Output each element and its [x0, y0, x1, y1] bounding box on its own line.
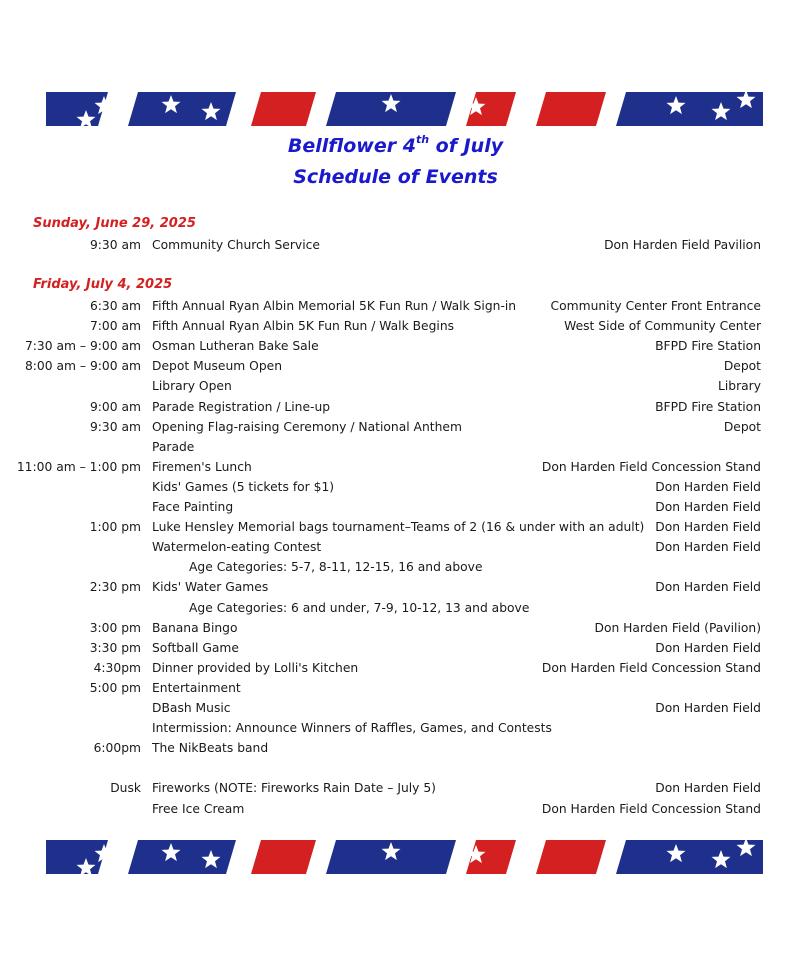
schedule-row: [0, 658, 791, 678]
schedule-row: [0, 778, 791, 798]
event-time: 5:00 pm: [89, 680, 141, 695]
event-time: 9:30 am: [89, 419, 141, 434]
event-name: Kids' Games (5 tickets for $1): [152, 479, 335, 494]
event-time: 3:00 pm: [89, 620, 141, 635]
schedule-row: [0, 638, 791, 658]
event-time: 4:30pm: [93, 660, 141, 675]
event-name: Fifth Annual Ryan Albin 5K Fun Run / Walk Begins: [152, 319, 455, 334]
event-name: Firemen's Lunch: [152, 459, 252, 474]
event-location: Don Harden Field: [655, 640, 761, 655]
event-name: Banana Bingo: [152, 620, 238, 635]
event-name: Intermission: Announce Winners of Raffles, Games, and Contests: [152, 721, 552, 736]
schedule-row: [0, 799, 791, 819]
event-time: 6:00pm: [93, 741, 141, 756]
age-categories: Age Categories: 6 and under, 7-9, 10-12, 13 and above: [189, 600, 530, 615]
event-location: Don Harden Field Concession Stand: [541, 660, 761, 675]
schedule-row: [0, 235, 791, 255]
flag-banner-bottom: [46, 840, 763, 874]
event-time: 6:30 am: [89, 299, 141, 313]
event-location: BFPD Fire Station: [655, 339, 761, 354]
schedule-row: [0, 537, 791, 557]
event-time: 7:30 am – 9:00 am: [24, 339, 141, 354]
event-name: DBash Music: [152, 701, 231, 715]
event-time: 7:00 am: [89, 319, 141, 334]
event-name: Parade: [152, 439, 195, 454]
title-superscript: th: [415, 133, 430, 146]
event-location: Don Harden Field: [655, 580, 761, 595]
event-name: The NikBeats band: [152, 741, 269, 756]
event-time: 1:00 pm: [89, 520, 141, 535]
event-location: Depot: [723, 419, 761, 434]
event-time: 9:00 am: [89, 399, 141, 414]
page-subtitle: Schedule of Events: [293, 166, 498, 188]
event-name: Fireworks (NOTE: Fireworks Rain Date – July 5): [152, 781, 436, 796]
age-categories: Age Categories: 5-7, 8-11, 12-15, 16 and above: [189, 560, 483, 575]
event-time: 8:00 am – 9:00 am: [24, 359, 141, 374]
schedule-row: [0, 598, 791, 618]
page-title: [0, 133, 791, 157]
event-time: 9:30 am: [89, 238, 141, 252]
day-heading: Sunday, June 29, 2025: [33, 216, 196, 231]
schedule-row: [0, 477, 791, 497]
schedule-row: [0, 417, 791, 437]
event-location: Don Harden Field (Pavilion): [594, 620, 761, 635]
schedule-row: [0, 397, 791, 417]
title-text-end: of July: [429, 135, 504, 157]
event-location: Don Harden Field: [655, 479, 761, 494]
event-time: 3:30 pm: [89, 640, 141, 655]
schedule-row: [0, 336, 791, 356]
schedule-row: [0, 457, 791, 477]
schedule-row: [0, 738, 791, 758]
schedule-row: [0, 718, 791, 738]
event-location: Don Harden Field: [655, 781, 761, 796]
event-name: Community Church Service: [152, 238, 320, 252]
event-location: Don Harden Field Pavilion: [604, 238, 761, 252]
schedule-row: [0, 517, 791, 537]
event-time: 2:30 pm: [89, 580, 141, 595]
event-name: Entertainment: [152, 680, 241, 695]
schedule-row: [0, 356, 791, 376]
event-name: Kids' Water Games: [152, 580, 269, 595]
event-location: Library: [718, 379, 761, 394]
schedule-row: [0, 376, 791, 396]
schedule-row: [0, 698, 791, 718]
schedule-row: [0, 437, 791, 457]
schedule-row: [0, 497, 791, 517]
event-name: Fifth Annual Ryan Albin Memorial 5K Fun Run / Walk Sign-in: [152, 299, 517, 313]
schedule-row: [0, 296, 791, 316]
schedule-row: [0, 557, 791, 577]
event-name: Luke Hensley Memorial bags tournament–Teams of 2 (16 & under with an adult): [152, 520, 645, 535]
event-location: Community Center Front Entrance: [550, 299, 761, 313]
event-name: Dinner provided by Lolli's Kitchen: [152, 660, 359, 675]
schedule-row: [0, 316, 791, 336]
event-time: 11:00 am – 1:00 pm: [16, 459, 141, 474]
event-name: Watermelon-eating Contest: [152, 540, 322, 555]
title-text: Bellflower 4: [287, 135, 416, 157]
event-location: Don Harden Field: [655, 520, 761, 535]
event-location: BFPD Fire Station: [655, 399, 761, 414]
schedule-row: [0, 577, 791, 597]
event-location: Don Harden Field: [655, 701, 761, 715]
event-location: West Side of Community Center: [564, 319, 761, 334]
event-name: Softball Game: [152, 640, 239, 655]
event-name: Osman Lutheran Bake Sale: [152, 339, 319, 354]
event-name: Opening Flag-raising Ceremony / National Anthem: [152, 419, 462, 434]
event-location: Don Harden Field Concession Stand: [541, 459, 761, 474]
event-location: Don Harden Field: [655, 500, 761, 514]
schedule-row: [0, 678, 791, 698]
day-heading: Friday, July 4, 2025: [33, 277, 173, 292]
event-location: Depot: [723, 359, 761, 374]
event-name: Face Painting: [152, 500, 234, 514]
event-name: Free Ice Cream: [152, 801, 245, 816]
flag-banner-top: [46, 92, 763, 126]
event-name: Depot Museum Open: [152, 359, 282, 374]
event-time: Dusk: [110, 781, 141, 796]
event-name: Library Open: [152, 379, 232, 394]
event-location: Don Harden Field: [655, 540, 761, 555]
event-location: Don Harden Field Concession Stand: [541, 801, 761, 816]
event-name: Parade Registration / Line-up: [152, 399, 331, 414]
schedule-row: [0, 618, 791, 638]
